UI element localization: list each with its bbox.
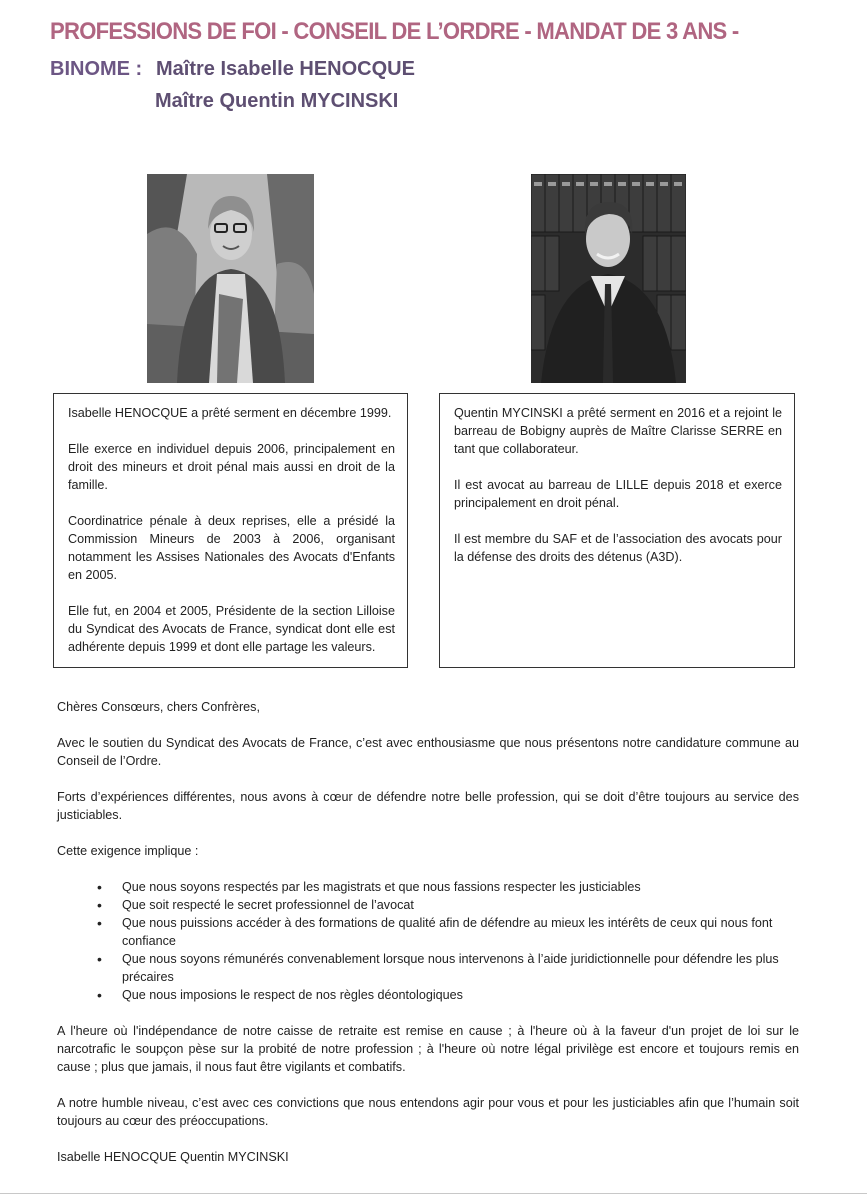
binome-line-1	[50, 58, 415, 81]
page-divider	[0, 1193, 867, 1194]
bio-paragraph: Elle exerce en individuel depuis 2006, principalement en droit des mineurs et droit pénal mais aussi en droit de la famille.	[68, 442, 395, 492]
signature: Isabelle HENOCQUE Quentin MYCINSKI	[57, 1150, 289, 1164]
letter-greeting: Chères Consœurs, chers Confrères,	[57, 700, 260, 714]
list-item: • Que soit respecté le secret professionnel de l’avocat	[57, 896, 799, 914]
list-item: • Que nous soyons rémunérés convenablement lorsque nous intervenons à l’aide juridictionnelle pour défendre les plus précaires	[57, 950, 799, 986]
portrait-woman-image	[147, 174, 314, 383]
bio-box-quentin-mycinski	[439, 393, 795, 668]
portrait-man-image	[531, 174, 686, 383]
commitments-list	[57, 878, 799, 1004]
letter-body	[57, 698, 799, 1184]
bio-box-isabelle-henocque	[53, 393, 408, 668]
bio-paragraph: Isabelle HENOCQUE a prêté serment en décembre 1999.	[68, 406, 392, 420]
letter-paragraph: Avec le soutien du Syndicat des Avocats de France, c’est avec enthousiasme que nous présentons notre candidature commune au Conseil de l’Ordre.	[57, 736, 799, 768]
letter-paragraph: A l'heure où l'indépendance de notre caisse de retraite est remise en cause ; à l'heure où à la faveur d'un projet de loi sur le narcotrafic le soupçon pèse sur la probité de notre profession ; à l'heure où notre légal privilège est encore et toujours remis en cause ; plus que jamais, il nous faut être vigilants et combatifs.	[57, 1024, 799, 1074]
bio-paragraph: Coordinatrice pénale à deux reprises, elle a présidé la Commission Mineurs de 2003 à 2006, organisant notamment les Assises Nationales des Avocats d'Enfants en 2005.	[68, 514, 395, 582]
bio-paragraph: Quentin MYCINSKI a prêté serment en 2016 et a rejoint le barreau de Bobigny auprès de Maître Clarisse SERRE en tant que collaborateur.	[454, 406, 782, 456]
photo-quentin-mycinski	[531, 174, 686, 383]
page-title: PROFESSIONS DE FOI - CONSEIL DE L’ORDRE - MANDAT DE 3 ANS -	[50, 18, 739, 45]
bio-paragraph: Il est avocat au barreau de LILLE depuis 2018 et exerce principalement en droit pénal.	[454, 478, 782, 510]
letter-paragraph: A notre humble niveau, c’est avec ces convictions que nous entendons agir pour vous et pour les justiciables afin que l’humain soit toujours au cœur des préoccupations.	[57, 1096, 799, 1128]
list-item: • Que nous puissions accéder à des formations de qualité afin de défendre au mieux les intérêts de ceux qui nous font confiance	[57, 914, 799, 950]
list-item: • Que nous soyons respectés par les magistrats et que nous fassions respecter les justiciables	[57, 878, 799, 896]
candidate-name-1: Maître Isabelle HENOCQUE	[156, 58, 415, 80]
photo-isabelle-henocque	[147, 174, 314, 383]
binome-label: BINOME :	[50, 58, 143, 80]
list-item: • Que nous imposions le respect de nos règles déontologiques	[57, 986, 799, 1004]
letter-paragraph: Cette exigence implique :	[57, 844, 199, 858]
letter-paragraph: Forts d’expériences différentes, nous avons à cœur de défendre notre belle profession, qui se doit d’être toujours au service des justiciables.	[57, 790, 799, 822]
bio-paragraph: Elle fut, en 2004 et 2005, Présidente de la section Lilloise du Syndicat des Avocats de France, syndicat dont elle est adhérente depuis 1999 et dont elle partage les valeurs.	[68, 604, 395, 654]
candidate-name-2: Maître Quentin MYCINSKI	[155, 90, 399, 112]
bio-paragraph: Il est membre du SAF et de l’association des avocats pour la défense des droits des détenus (A3D).	[454, 532, 782, 564]
